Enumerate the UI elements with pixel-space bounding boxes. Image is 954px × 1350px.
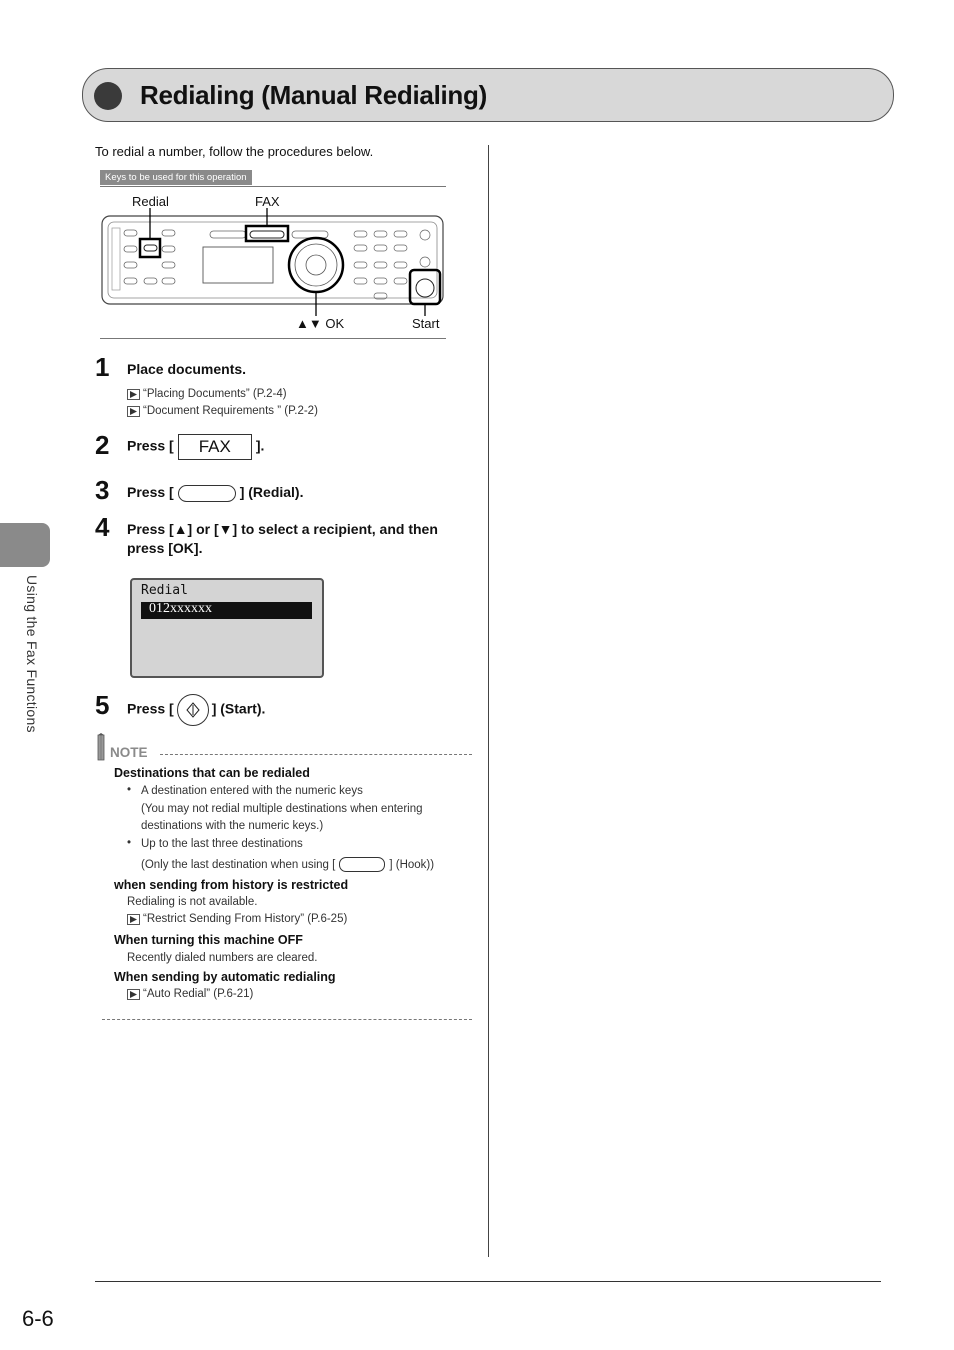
step-1-ref-2[interactable] (127, 405, 318, 417)
panel-rule-top (100, 186, 446, 187)
note-heading-2: when sending from history is restricted (114, 878, 349, 892)
note-heading-4: When sending by automatic redialing (114, 970, 336, 984)
redial-key-icon (178, 485, 236, 502)
note-heading-1: Destinations that can be redialed (114, 766, 310, 780)
step-5-number: 5 (95, 690, 110, 720)
note-bullet-1-sub2: destinations with the numeric keys.) (141, 820, 324, 832)
chapter-tab-label: Using the Fax Functions (24, 575, 40, 733)
step-2-suffix: ]. (255, 437, 265, 454)
note-body-2: Redialing is not available. (127, 896, 258, 908)
note-ref-restrict[interactable] (127, 913, 347, 925)
step-3-number: 3 (95, 475, 110, 505)
reference-arrow-icon (127, 989, 140, 1000)
reference-arrow-icon (127, 406, 140, 417)
callout-fax: FAX (255, 194, 280, 209)
column-divider (488, 145, 489, 1257)
note-bullet-1: A destination entered with the numeric keys (141, 785, 363, 797)
page-number: 6-6 (22, 1306, 54, 1331)
panel-rule-bottom (100, 338, 446, 339)
note-divider-bottom (102, 1019, 472, 1020)
callout-redial: Redial (132, 194, 169, 209)
step-5-suffix: ] (Start). (211, 700, 266, 717)
step-5-prefix: Press [ (127, 700, 174, 717)
step-1-ref-1[interactable] (127, 388, 287, 400)
step-1-number: 1 (95, 352, 110, 382)
pencil-icon (94, 733, 108, 763)
note-bullet-1-sub: (You may not redial multiple destinations when entering (141, 803, 423, 815)
step-3-text (127, 482, 303, 502)
note-bullet-2-sub (141, 857, 434, 874)
reference-arrow-icon (127, 914, 140, 925)
intro-text: To redial a number, follow the procedures below. (95, 144, 374, 159)
bullet-dot: • (127, 784, 132, 796)
step-3-suffix: ] (Redial). (239, 484, 304, 500)
start-key-icon (177, 694, 209, 726)
step-1-ref-2-label: “Document Requirements ” (P.2-2) (143, 405, 318, 417)
step-3-prefix: Press [ (127, 484, 174, 500)
operation-panel-illustration (100, 208, 446, 318)
note-ref-restrict-label: “Restrict Sending From History” (P.6-25) (143, 913, 348, 925)
step-1-text: Place documents. (127, 361, 247, 377)
step-2-prefix: Press [ (127, 437, 174, 454)
chapter-tab (0, 523, 50, 567)
note-label: NOTE (110, 745, 148, 760)
step-2-number: 2 (95, 430, 110, 460)
bullet-dot: • (127, 837, 132, 849)
keys-label: Keys to be used for this operation (100, 170, 252, 185)
lcd-selected-number: 012xxxxxx (149, 601, 212, 616)
note-divider-top (160, 754, 472, 755)
page-title: Redialing (Manual Redialing) (140, 80, 487, 110)
lcd-title: Redial (141, 583, 188, 598)
hook-prefix: (Only the last destination when using [ (141, 859, 336, 871)
step-2-text (127, 434, 264, 460)
step-1-ref-1-label: “Placing Documents” (P.2-4) (143, 388, 287, 400)
step-4-line-2: press [OK]. (127, 540, 203, 556)
hook-key-icon (339, 857, 385, 872)
hook-suffix: ] (Hook)) (389, 859, 435, 871)
note-body-3: Recently dialed numbers are cleared. (127, 952, 318, 964)
step-4-line-1: Press [▲] or [▼] to select a recipient, and then (127, 521, 438, 537)
reference-arrow-icon (127, 389, 140, 400)
footer-rule (95, 1281, 881, 1282)
title-bullet-icon (94, 82, 122, 110)
note-bullet-2: Up to the last three destinations (141, 838, 303, 850)
fax-key-icon: FAX (178, 434, 252, 460)
note-ref-auto-redial-label: “Auto Redial” (P.6-21) (143, 988, 254, 1000)
step-5-text (127, 694, 265, 726)
step-4-number: 4 (95, 512, 110, 542)
callout-start: Start (412, 316, 440, 331)
callout-ok: ▲▼ OK (296, 316, 345, 331)
note-heading-3: When turning this machine OFF (114, 933, 303, 947)
note-ref-auto-redial[interactable] (127, 988, 253, 1000)
